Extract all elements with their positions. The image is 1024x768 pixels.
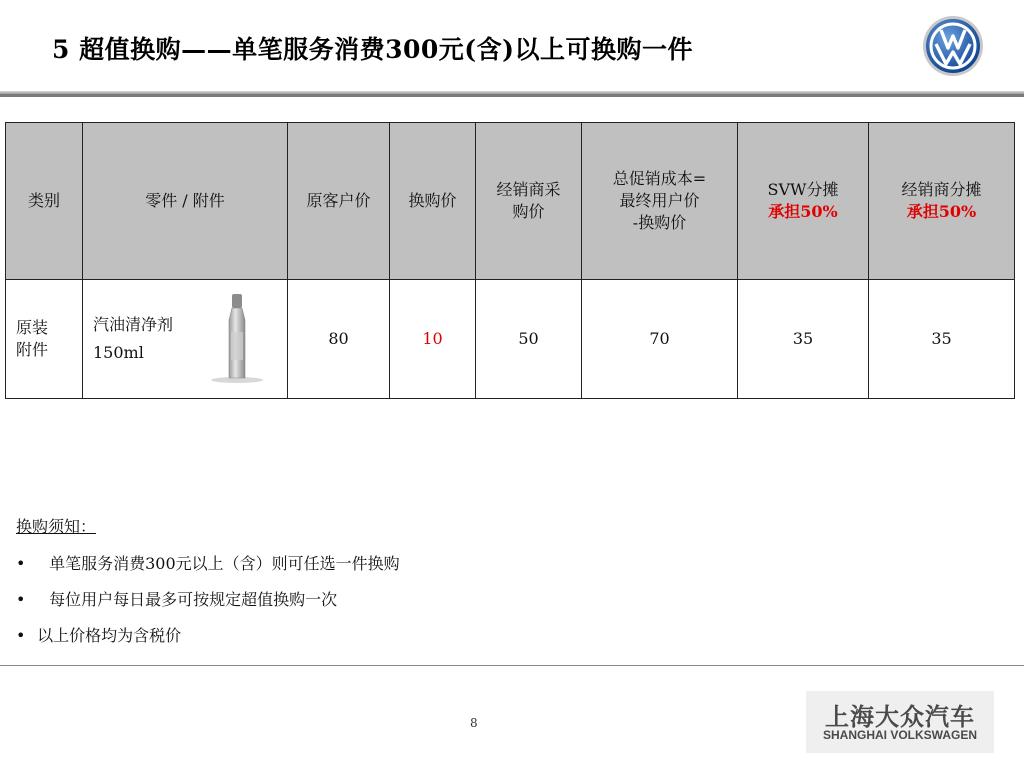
bullet-icon: • <box>16 626 26 645</box>
cell-category-line2: 附件 <box>16 340 49 359</box>
header-dealer-share-line1: 经销商分摊 <box>901 180 982 199</box>
cell-category-line1: 原装 <box>16 318 49 337</box>
header-dealer-share-line2: 承担50% <box>906 202 977 221</box>
header-part: 零件 / 附件 <box>83 123 288 280</box>
header-dealer-share <box>869 123 1015 280</box>
notes-item <box>16 551 400 573</box>
company-name-cn: 上海大众汽车 <box>825 703 975 731</box>
cell-dealer-purchase: 50 <box>476 280 582 399</box>
cell-part-size: 150ml <box>93 343 144 362</box>
company-name-en: SHANGHAI VOLKSWAGEN <box>822 728 977 742</box>
header-original-price: 原客户价 <box>288 123 390 280</box>
slide-title: 5 超值换购——单笔服务消费300元(含)以上可换购一件 <box>52 35 693 64</box>
cell-svw-share: 35 <box>738 280 869 399</box>
fuel-cleaner-bottle-icon <box>207 292 267 384</box>
shanghai-volkswagen-logo <box>806 691 994 753</box>
notes-heading: 换购须知： <box>16 517 97 536</box>
cell-category <box>6 280 83 399</box>
table-row <box>6 280 1015 399</box>
page-number: 8 <box>470 716 478 730</box>
header-dealer-purchase-line1: 经销商采 <box>496 180 561 199</box>
header-svw-share <box>738 123 869 280</box>
volkswagen-logo-icon <box>921 14 985 78</box>
header-dealer-purchase <box>476 123 582 280</box>
bullet-icon: • <box>16 590 26 609</box>
notes-item <box>16 587 400 609</box>
cell-original-price: 80 <box>288 280 390 399</box>
header-svw-share-line1: SVW分摊 <box>767 180 839 199</box>
bullet-icon: • <box>16 554 26 573</box>
header-exchange-price: 换购价 <box>390 123 476 280</box>
cell-promo-cost: 70 <box>582 280 738 399</box>
notes-item <box>16 623 400 645</box>
notes-item-text: 每位用户每日最多可按规定超值换购一次 <box>49 590 338 609</box>
cell-exchange-price: 10 <box>390 280 476 399</box>
header-category: 类别 <box>6 123 83 280</box>
cell-part <box>83 280 288 399</box>
notes-item-text: 以上价格均为含税价 <box>37 626 182 645</box>
table-header-row <box>6 123 1015 280</box>
header-promo-cost-line2: 最终用户价 <box>619 191 700 210</box>
header-promo-cost-line1: 总促销成本= <box>612 169 707 188</box>
cell-dealer-share: 35 <box>869 280 1015 399</box>
exchange-notes <box>16 514 400 659</box>
header-divider-dark <box>0 94 1024 97</box>
exchange-table <box>5 122 1015 399</box>
footer-divider <box>0 665 1024 666</box>
header-promo-cost <box>582 123 738 280</box>
notes-item-text: 单笔服务消费300元以上（含）则可任选一件换购 <box>49 554 400 573</box>
header-promo-cost-line3: -换购价 <box>632 213 687 232</box>
header-svw-share-line2: 承担50% <box>768 202 838 221</box>
cell-part-name: 汽油清净剂 <box>93 315 174 334</box>
header-dealer-purchase-line2: 购价 <box>512 202 545 221</box>
